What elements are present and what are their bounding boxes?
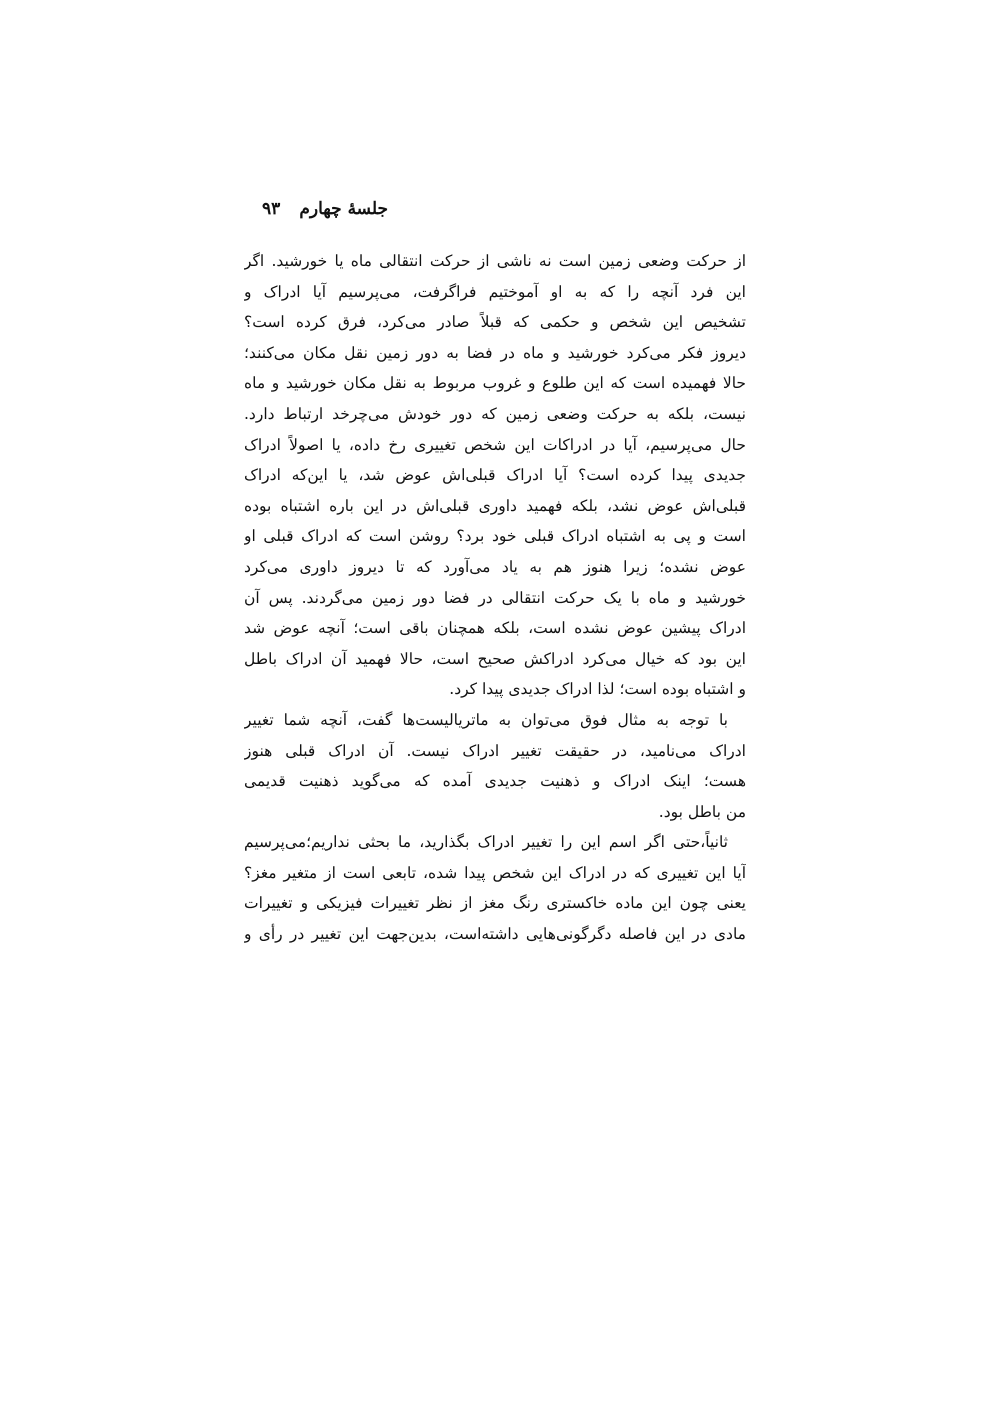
text-line: ثانیاً،حتی اگر اسم این را تغییر ادراک بگذارید، ما بحثی نداریم؛می‌پرسیم [244, 833, 728, 852]
text-line: تشخیص این شخص و حکمی که قبلاً صادر می‌کرد، فرق کرده است؟ [244, 313, 746, 332]
text-line: از حرکت وضعی زمین است نه ناشی از حرکت انتقالی ماه یا خورشید. اگر [244, 252, 746, 270]
text-line: خورشید و ماه با یک حرکت انتقالی در فضا دور زمین می‌گردند. پس آن [244, 588, 746, 607]
text-line: قبلی‌اش عوض نشد، بلکه فهمید داوری قبلی‌اش در این باره اشتباه بوده [244, 496, 746, 515]
text-line: یعنی چون این ماده خاکستری رنگ مغز از نظر تغییرات فیزیکی و تغییرات [244, 894, 746, 913]
paragraph-1 [244, 246, 746, 705]
text-line: این فرد آنچه را که به او آموختیم فراگرفت، می‌پرسیم آیا ادراک و [244, 282, 746, 301]
text-line: حال می‌پرسیم، آیا در ادراکات این شخص تغییری رخ داده، یا اصولاً ادراک [244, 435, 746, 454]
running-title: جلسهٔ چهارم [299, 199, 388, 219]
text-line: است و پی به اشتباه ادراک قبلی خود برد؟ روشن است که ادراک قبلی او [244, 527, 746, 546]
text-line: دیروز فکر می‌کرد خورشید و ماه در فضا به دور زمین نقل مکان می‌کنند؛ [244, 343, 746, 362]
text-line: عوض نشده؛ زیرا هنوز هم به یاد می‌آورد که تا دیروز داوری می‌کرد [244, 557, 746, 576]
text-line: با توجه به مثال فوق می‌توان به ماتریالیست‌ها گفت، آنچه شما تغییر [244, 710, 728, 729]
body-text [244, 246, 746, 950]
page-number: ۹۳ [262, 199, 281, 219]
text-line: نیست، بلکه به حرکت وضعی زمین که دور خودش می‌چرخد ارتباط دارد. [244, 404, 746, 423]
text-line: مادی در این فاصله دگرگونی‌هایی داشته‌است، بدین‌جهت این تغییر در رأی و [244, 925, 746, 944]
text-line: جدیدی پیدا کرده است؟ آیا ادراک قبلی‌اش عوض شد، یا این‌که ادراک [244, 466, 746, 485]
text-line: و اشتباه بوده است؛ لذا ادراک جدیدی پیدا کرد. [449, 680, 746, 699]
text-line: حالا فهمیده است که این طلوع و غروب مربوط به نقل مکان خورشید و ماه [244, 374, 746, 393]
text-line: آیا این تغییری که در ادراک این شخص پیدا شده، تابعی است از متغیر مغز؟ [244, 863, 746, 882]
page-header [262, 194, 388, 224]
paragraph-2 [244, 705, 746, 827]
paragraph-3 [244, 827, 746, 949]
text-line: ادراک می‌نامید، در حقیقت تغییر ادراک نیست. آن ادراک قبلی هنوز [244, 741, 746, 760]
text-line: ادراک پیشین عوض نشده است، بلکه همچنان باقی است؛ آنچه عوض شد [244, 619, 746, 638]
text-line: هست؛ اینک ادراک و ذهنیت جدیدی آمده که می‌گوید ذهنیت قدیمی [244, 772, 746, 791]
text-line: من باطل بود. [658, 802, 746, 821]
text-line: این بود که خیال می‌کرد ادراکش صحیح است، حالا فهمید آن ادراک باطل [244, 649, 746, 668]
